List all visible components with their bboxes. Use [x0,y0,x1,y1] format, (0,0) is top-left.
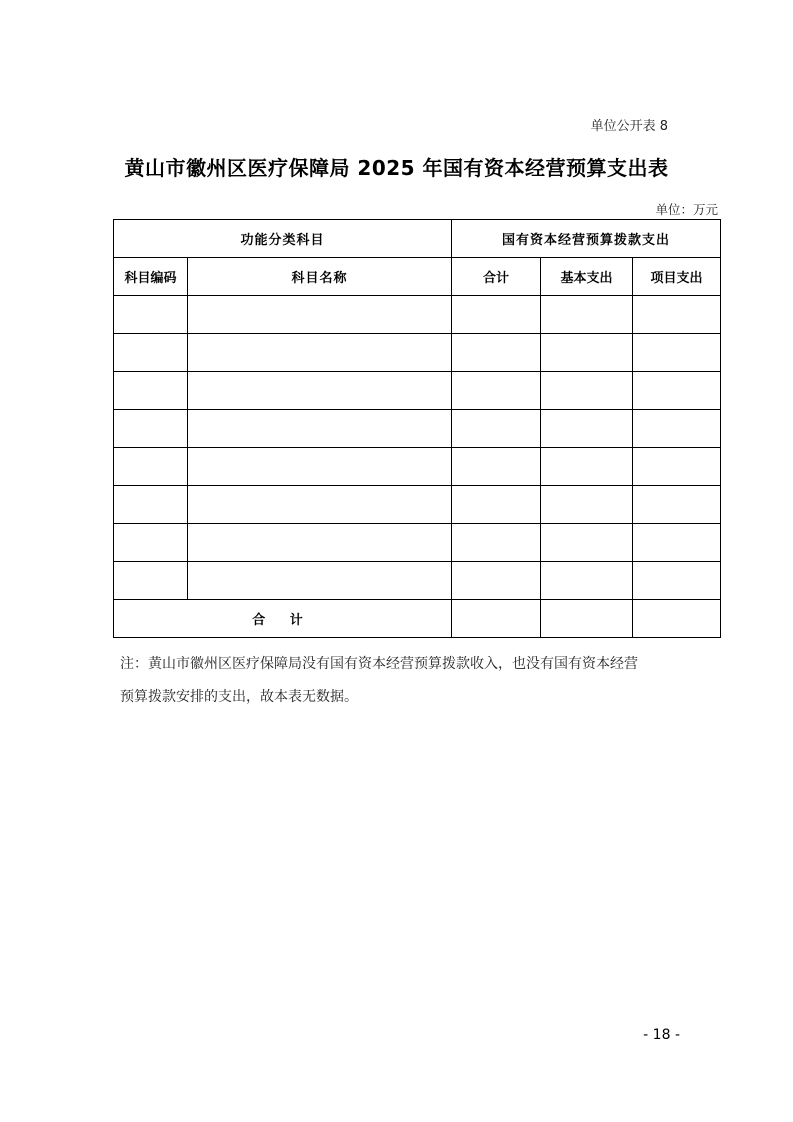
table-row [114,334,721,372]
total-cell-project [633,600,721,638]
cell-project [633,372,721,410]
cell-project [633,296,721,334]
total-label: 合 计 [114,600,452,638]
page-title: 黄山市徽州区医疗保障局 2025 年国有资本经营预算支出表 [124,156,669,180]
cell-total [452,334,541,372]
table-row [114,372,721,410]
cell-name [188,562,452,600]
cell-code [114,524,188,562]
cell-basic [541,372,633,410]
cell-code [114,562,188,600]
table-row [114,448,721,486]
cell-basic [541,562,633,600]
cell-basic [541,334,633,372]
cell-basic [541,296,633,334]
table-group-header-row [114,220,721,258]
column-header-total: 合计 [452,258,541,296]
cell-project [633,562,721,600]
cell-total [452,562,541,600]
table-row [114,524,721,562]
cell-total [452,486,541,524]
cell-name [188,524,452,562]
cell-name [188,296,452,334]
cell-total [452,372,541,410]
cell-basic [541,486,633,524]
cell-total [452,524,541,562]
group-header-function-class: 功能分类科目 [114,220,452,258]
cell-name [188,410,452,448]
cell-basic [541,524,633,562]
cell-code [114,334,188,372]
total-cell-basic [541,600,633,638]
cell-basic [541,410,633,448]
budget-table [113,219,721,638]
table-row [114,562,721,600]
column-header-project: 项目支出 [633,258,721,296]
table-row [114,410,721,448]
cell-basic [541,448,633,486]
cell-code [114,410,188,448]
note-line-2: 预算拨款安排的支出，故本表无数据。 [120,689,358,705]
cell-name [188,486,452,524]
cell-name [188,372,452,410]
cell-code [114,486,188,524]
table-row [114,296,721,334]
column-header-name: 科目名称 [188,258,452,296]
cell-project [633,448,721,486]
column-header-basic: 基本支出 [541,258,633,296]
cell-code [114,296,188,334]
cell-project [633,334,721,372]
page-number: - 18 - [643,1027,680,1043]
cell-code [114,372,188,410]
cell-total [452,448,541,486]
cell-project [633,524,721,562]
table-column-header-row [114,258,721,296]
column-header-code: 科目编码 [114,258,188,296]
cell-total [452,410,541,448]
cell-name [188,448,452,486]
cell-code [114,448,188,486]
cell-project [633,486,721,524]
table-row [114,486,721,524]
table-label: 单位公开表 8 [590,119,668,134]
note-line-1: 注：黄山市徽州区医疗保障局没有国有资本经营预算拨款收入，也没有国有资本经营 [120,656,638,672]
cell-project [633,410,721,448]
table-total-row [114,600,721,638]
cell-total [452,296,541,334]
unit-label: 单位：万元 [655,202,718,217]
table-note [120,648,720,714]
group-header-capital-budget: 国有资本经营预算拨款支出 [452,220,721,258]
total-cell-total [452,600,541,638]
cell-name [188,334,452,372]
